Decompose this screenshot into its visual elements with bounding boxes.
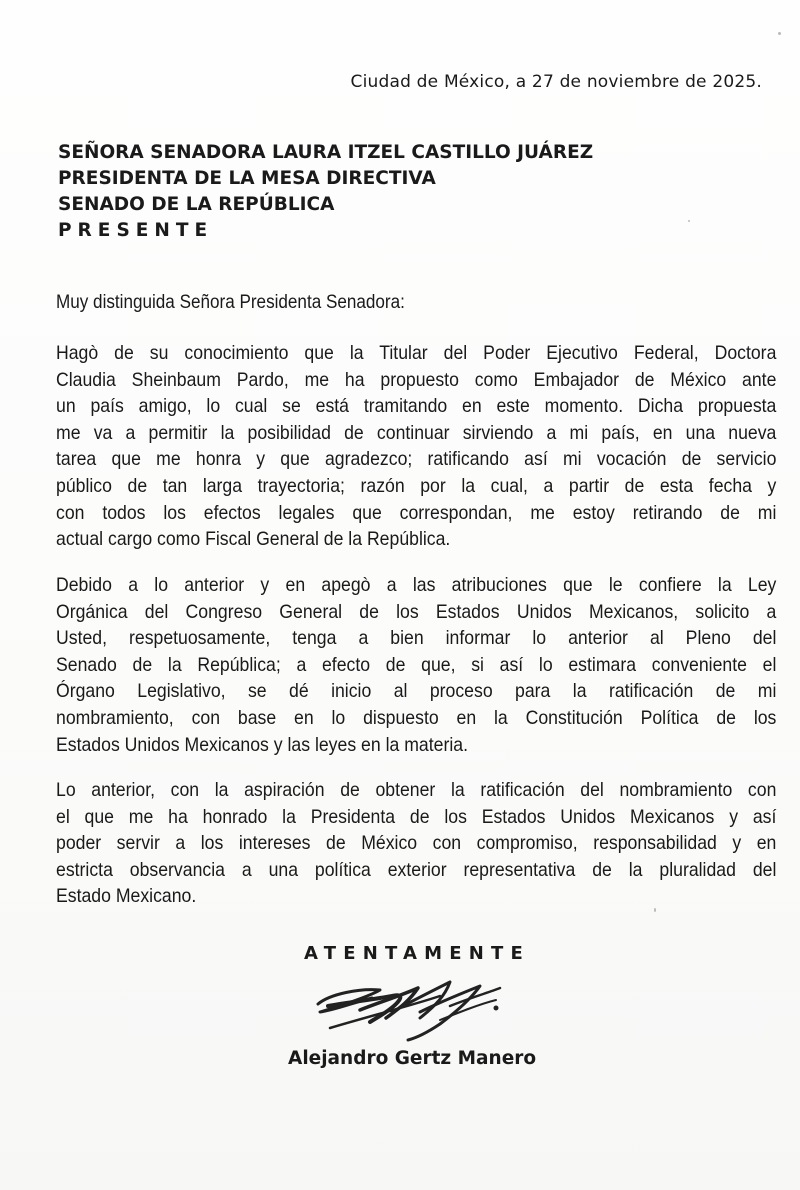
- paragraph-1: [56, 340, 776, 553]
- paragraph-line: nombramiento, con base en lo dispuesto en la Constitución Política de los: [56, 706, 777, 729]
- addressee-name: SEÑORA SENADORA LAURA ITZEL CASTILLO JUÁREZ: [58, 142, 594, 163]
- paragraph-line: Senado de la República; a efecto de que, si así lo estimara conveniente el: [56, 653, 777, 676]
- scan-speck: [654, 908, 656, 912]
- paragraph-line: estricta observancia a una política exterior representativa de la pluralidad del: [56, 858, 777, 881]
- paragraph-line: actual cargo como Fiscal General de la República.: [56, 528, 451, 551]
- signature-icon: [300, 966, 530, 1046]
- paragraph-2: [56, 572, 776, 758]
- paragraph-line: Usted, respetuosamente, tenga a bien informar lo anterior al Pleno del: [56, 627, 777, 650]
- scan-speck: [778, 32, 781, 35]
- paragraph-line: tarea que me honra y que agradezco; ratificando así mi vocación de servicio: [56, 448, 777, 471]
- addressee-presente: PRESENTE: [58, 220, 214, 241]
- addressee-block: [58, 140, 593, 244]
- paragraph-line: un país amigo, lo cual se está tramitando en este momento. Dicha propuesta: [56, 395, 777, 418]
- closing: ATENTAMENTE: [304, 943, 531, 964]
- place-date: Ciudad de México, a 27 de noviembre de 2025.: [350, 72, 762, 92]
- paragraph-line: Estados Unidos Mexicanos y las leyes en la materia.: [56, 733, 468, 756]
- addressee-institution: SENADO DE LA REPÚBLICA: [58, 194, 335, 215]
- paragraph-line: me va a permitir la posibilidad de continuar sirviendo a mi país, en una nueva: [56, 421, 777, 444]
- paragraph-line: público de tan larga trayectoria; razón por la cual, a partir de esta fecha y: [56, 474, 777, 497]
- addressee-title: PRESIDENTA DE LA MESA DIRECTIVA: [58, 168, 436, 189]
- paragraph-line: Claudia Sheinbaum Pardo, me ha propuesto como Embajador de México ante: [56, 368, 777, 391]
- paragraph-line: el que me ha honrado la Presidenta de los Estados Unidos Mexicanos y así: [56, 805, 777, 828]
- paragraph-line: Lo anterior, con la aspiración de obtener la ratificación del nombramiento con: [56, 779, 777, 801]
- signer-name: Alejandro Gertz Manero: [288, 1048, 537, 1069]
- paragraph-line: Orgánica del Congreso General de los Estados Unidos Mexicanos, solicito a: [56, 600, 777, 623]
- scan-speck: [688, 220, 690, 222]
- paragraph-line: Órgano Legislativo, se dé inicio al proceso para la ratificación de mi: [56, 680, 777, 703]
- paragraph-line: Hagò de su conocimiento que la Titular del Poder Ejecutivo Federal, Doctora: [56, 342, 777, 364]
- salutation: Muy distinguida Señora Presidenta Senadora:: [56, 292, 405, 313]
- paragraph-line: poder servir a los intereses de México con compromiso, responsabilidad y en: [56, 832, 777, 855]
- paragraph-3: [56, 777, 776, 910]
- paragraph-line: Debido a lo anterior y en apegò a las atribuciones que le confiere la Ley: [56, 574, 777, 596]
- paragraph-line: con todos los efectos legales que correspondan, me estoy retirando de mi: [56, 501, 777, 524]
- paragraph-line: Estado Mexicano.: [56, 885, 197, 908]
